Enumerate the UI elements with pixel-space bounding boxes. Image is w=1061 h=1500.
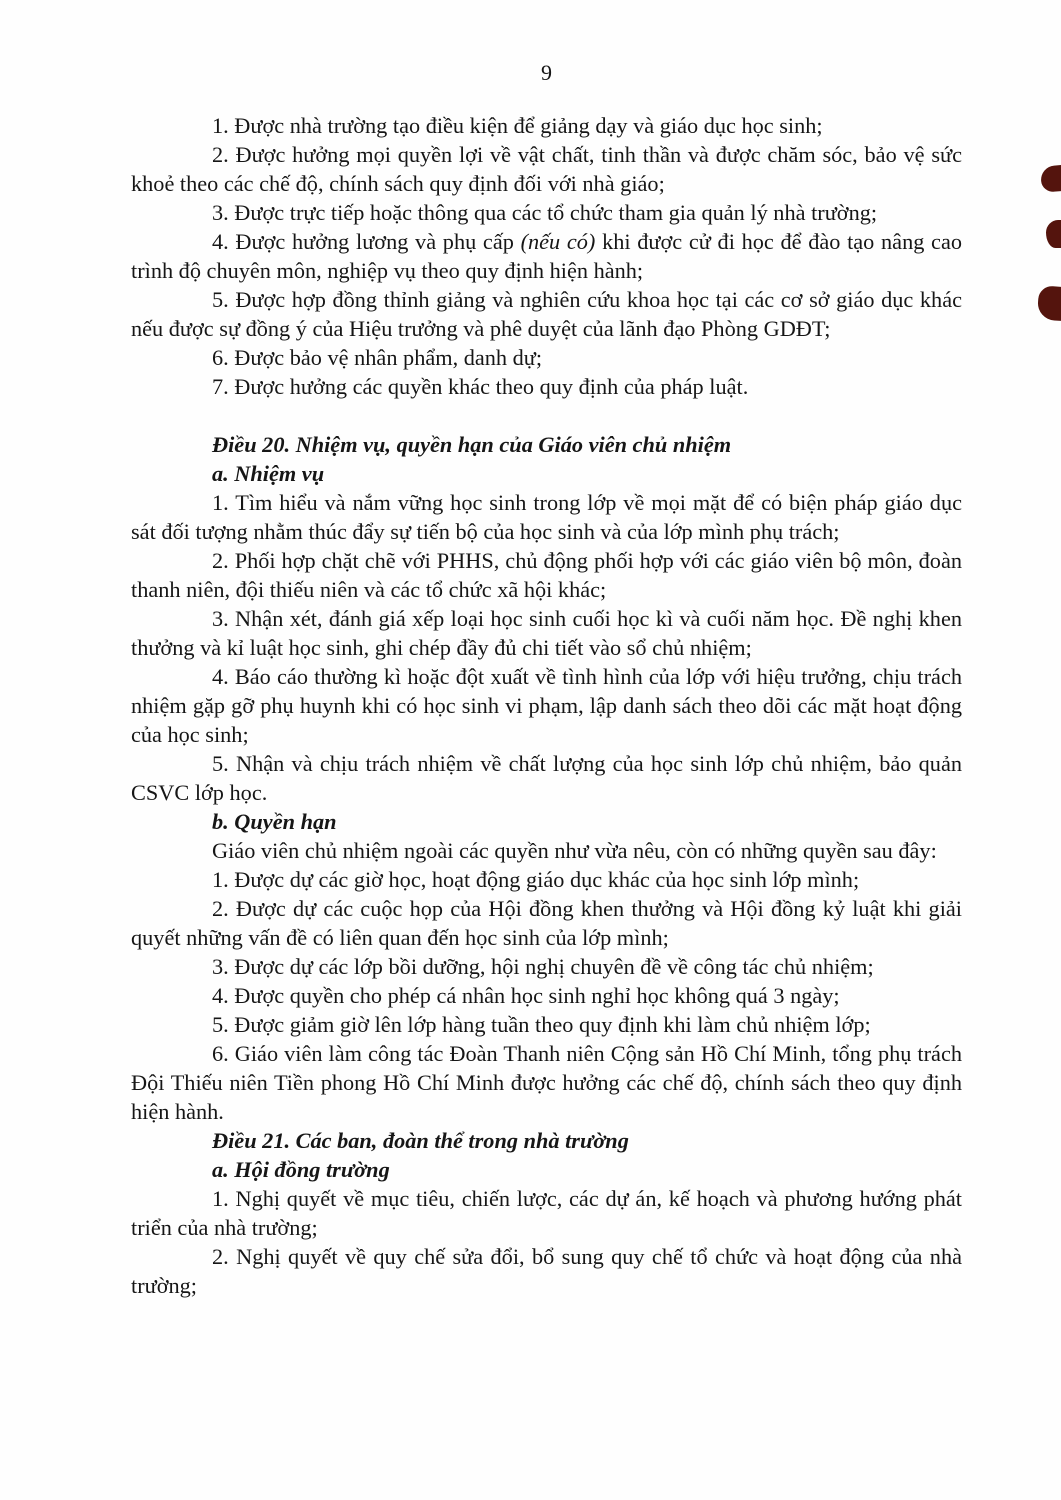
- scan-artifact-mark: [1046, 220, 1061, 248]
- article-20-section-b-title: b. Quyền hạn: [212, 809, 337, 834]
- page-number: 9: [541, 60, 552, 85]
- blank-line: [131, 401, 962, 430]
- document-body: [131, 111, 962, 1300]
- italic-note: (nếu có): [520, 229, 596, 254]
- article-20-right-4: 4. Được quyền cho phép cá nhân học sinh nghỉ học không quá 3 ngày;: [212, 983, 840, 1008]
- article-20-duty-3: 3. Nhận xét, đánh giá xếp loại học sinh cuối học kì và cuối năm học. Đề nghị khen thưởng và kỉ luật học sinh, ghi chép đầy đủ chi tiết vào sổ chủ nhiệm;: [131, 606, 962, 660]
- article-20-heading: Điều 20. Nhiệm vụ, quyền hạn của Giáo viên chủ nhiệm: [212, 432, 732, 457]
- article-20-right-6: 6. Giáo viên làm công tác Đoàn Thanh niên Cộng sản Hồ Chí Minh, tổng phụ trách Đội Thiếu niên Tiền phong Hồ Chí Minh được hưởng các chế độ, chính sách theo quy định hiện hành.: [131, 1041, 962, 1124]
- teacher-rights-item-4: [131, 227, 962, 285]
- article-20-right-2: 2. Được dự các cuộc họp của Hội đồng khen thưởng và Hội đồng kỷ luật khi giải quyết những vấn đề có liên quan đến học sinh của lớp mình;: [131, 896, 962, 950]
- article-20-right-5: 5. Được giảm giờ lên lớp hàng tuần theo quy định khi làm chủ nhiệm lớp;: [212, 1012, 871, 1037]
- teacher-rights-item-7: 7. Được hưởng các quyền khác theo quy định của pháp luật.: [212, 374, 749, 399]
- paragraph-text: khi được cử đi học để đào tạo nâng cao trình độ chuyên môn, nghiệp vụ theo quy định hiện hành;: [131, 229, 962, 283]
- article-20-right-3: 3. Được dự các lớp bồi dưỡng, hội nghị chuyên đề về công tác chủ nhiệm;: [212, 954, 874, 979]
- article-20-duty-4: 4. Báo cáo thường kì hoặc đột xuất về tình hình của lớp với hiệu trưởng, chịu trách nhiệm gặp gỡ phụ huynh khi có học sinh vi phạm, lập danh sách theo dõi các mặt hoạt động của học sinh;: [131, 664, 962, 747]
- scan-artifact-mark: [1037, 285, 1061, 321]
- article-20-rights-intro: Giáo viên chủ nhiệm ngoài các quyền như vừa nêu, còn có những quyền sau đây:: [212, 838, 937, 863]
- article-20-duty-1: 1. Tìm hiểu và nắm vững học sinh trong lớp về mọi mặt để có biện pháp giáo dục sát đối tượng nhằm thúc đẩy sự tiến bộ của học sinh và của lớp mình phụ trách;: [131, 490, 962, 544]
- article-21-item-1: 1. Nghị quyết về mục tiêu, chiến lược, các dự án, kế hoạch và phương hướng phát triển của nhà trường;: [131, 1186, 962, 1240]
- article-20-right-1: 1. Được dự các giờ học, hoạt động giáo dục khác của học sinh lớp mình;: [212, 867, 860, 892]
- paragraph-text: 4. Được hưởng lương và phụ cấp: [212, 229, 521, 254]
- article-21-item-2: 2. Nghị quyết về quy chế sửa đổi, bổ sung quy chế tổ chức và hoạt động của nhà trường;: [131, 1244, 962, 1298]
- teacher-rights-item-6: 6. Được bảo vệ nhân phẩm, danh dự;: [212, 345, 543, 370]
- teacher-rights-item-5: 5. Được hợp đồng thỉnh giảng và nghiên cứu khoa học tại các cơ sở giáo dục khác nếu được sự đồng ý của Hiệu trưởng và phê duyệt của lãnh đạo Phòng GDĐT;: [131, 287, 962, 341]
- teacher-rights-item-1: 1. Được nhà trường tạo điều kiện để giảng dạy và giáo dục học sinh;: [212, 113, 823, 138]
- article-20-duty-2: 2. Phối hợp chặt chẽ với PHHS, chủ động phối hợp với các giáo viên bộ môn, đoàn thanh niên, đội thiếu niên và các tổ chức xã hội khác;: [131, 548, 962, 602]
- article-21-section-a-title: a. Hội đồng trường: [212, 1157, 390, 1182]
- scan-artifact-mark: [1040, 165, 1061, 193]
- teacher-rights-item-3: 3. Được trực tiếp hoặc thông qua các tổ chức tham gia quản lý nhà trường;: [212, 200, 878, 225]
- article-20-section-a-title: a. Nhiệm vụ: [212, 461, 325, 486]
- article-20-duty-5: 5. Nhận và chịu trách nhiệm về chất lượng của học sinh lớp chủ nhiệm, bảo quản CSVC lớp học.: [131, 751, 962, 805]
- article-21-heading: Điều 21. Các ban, đoàn thể trong nhà trường: [212, 1128, 629, 1153]
- teacher-rights-item-2: 2. Được hưởng mọi quyền lợi về vật chất, tinh thần và được chăm sóc, bảo vệ sức khoẻ theo các chế độ, chính sách quy định đối với nhà giáo;: [131, 142, 962, 196]
